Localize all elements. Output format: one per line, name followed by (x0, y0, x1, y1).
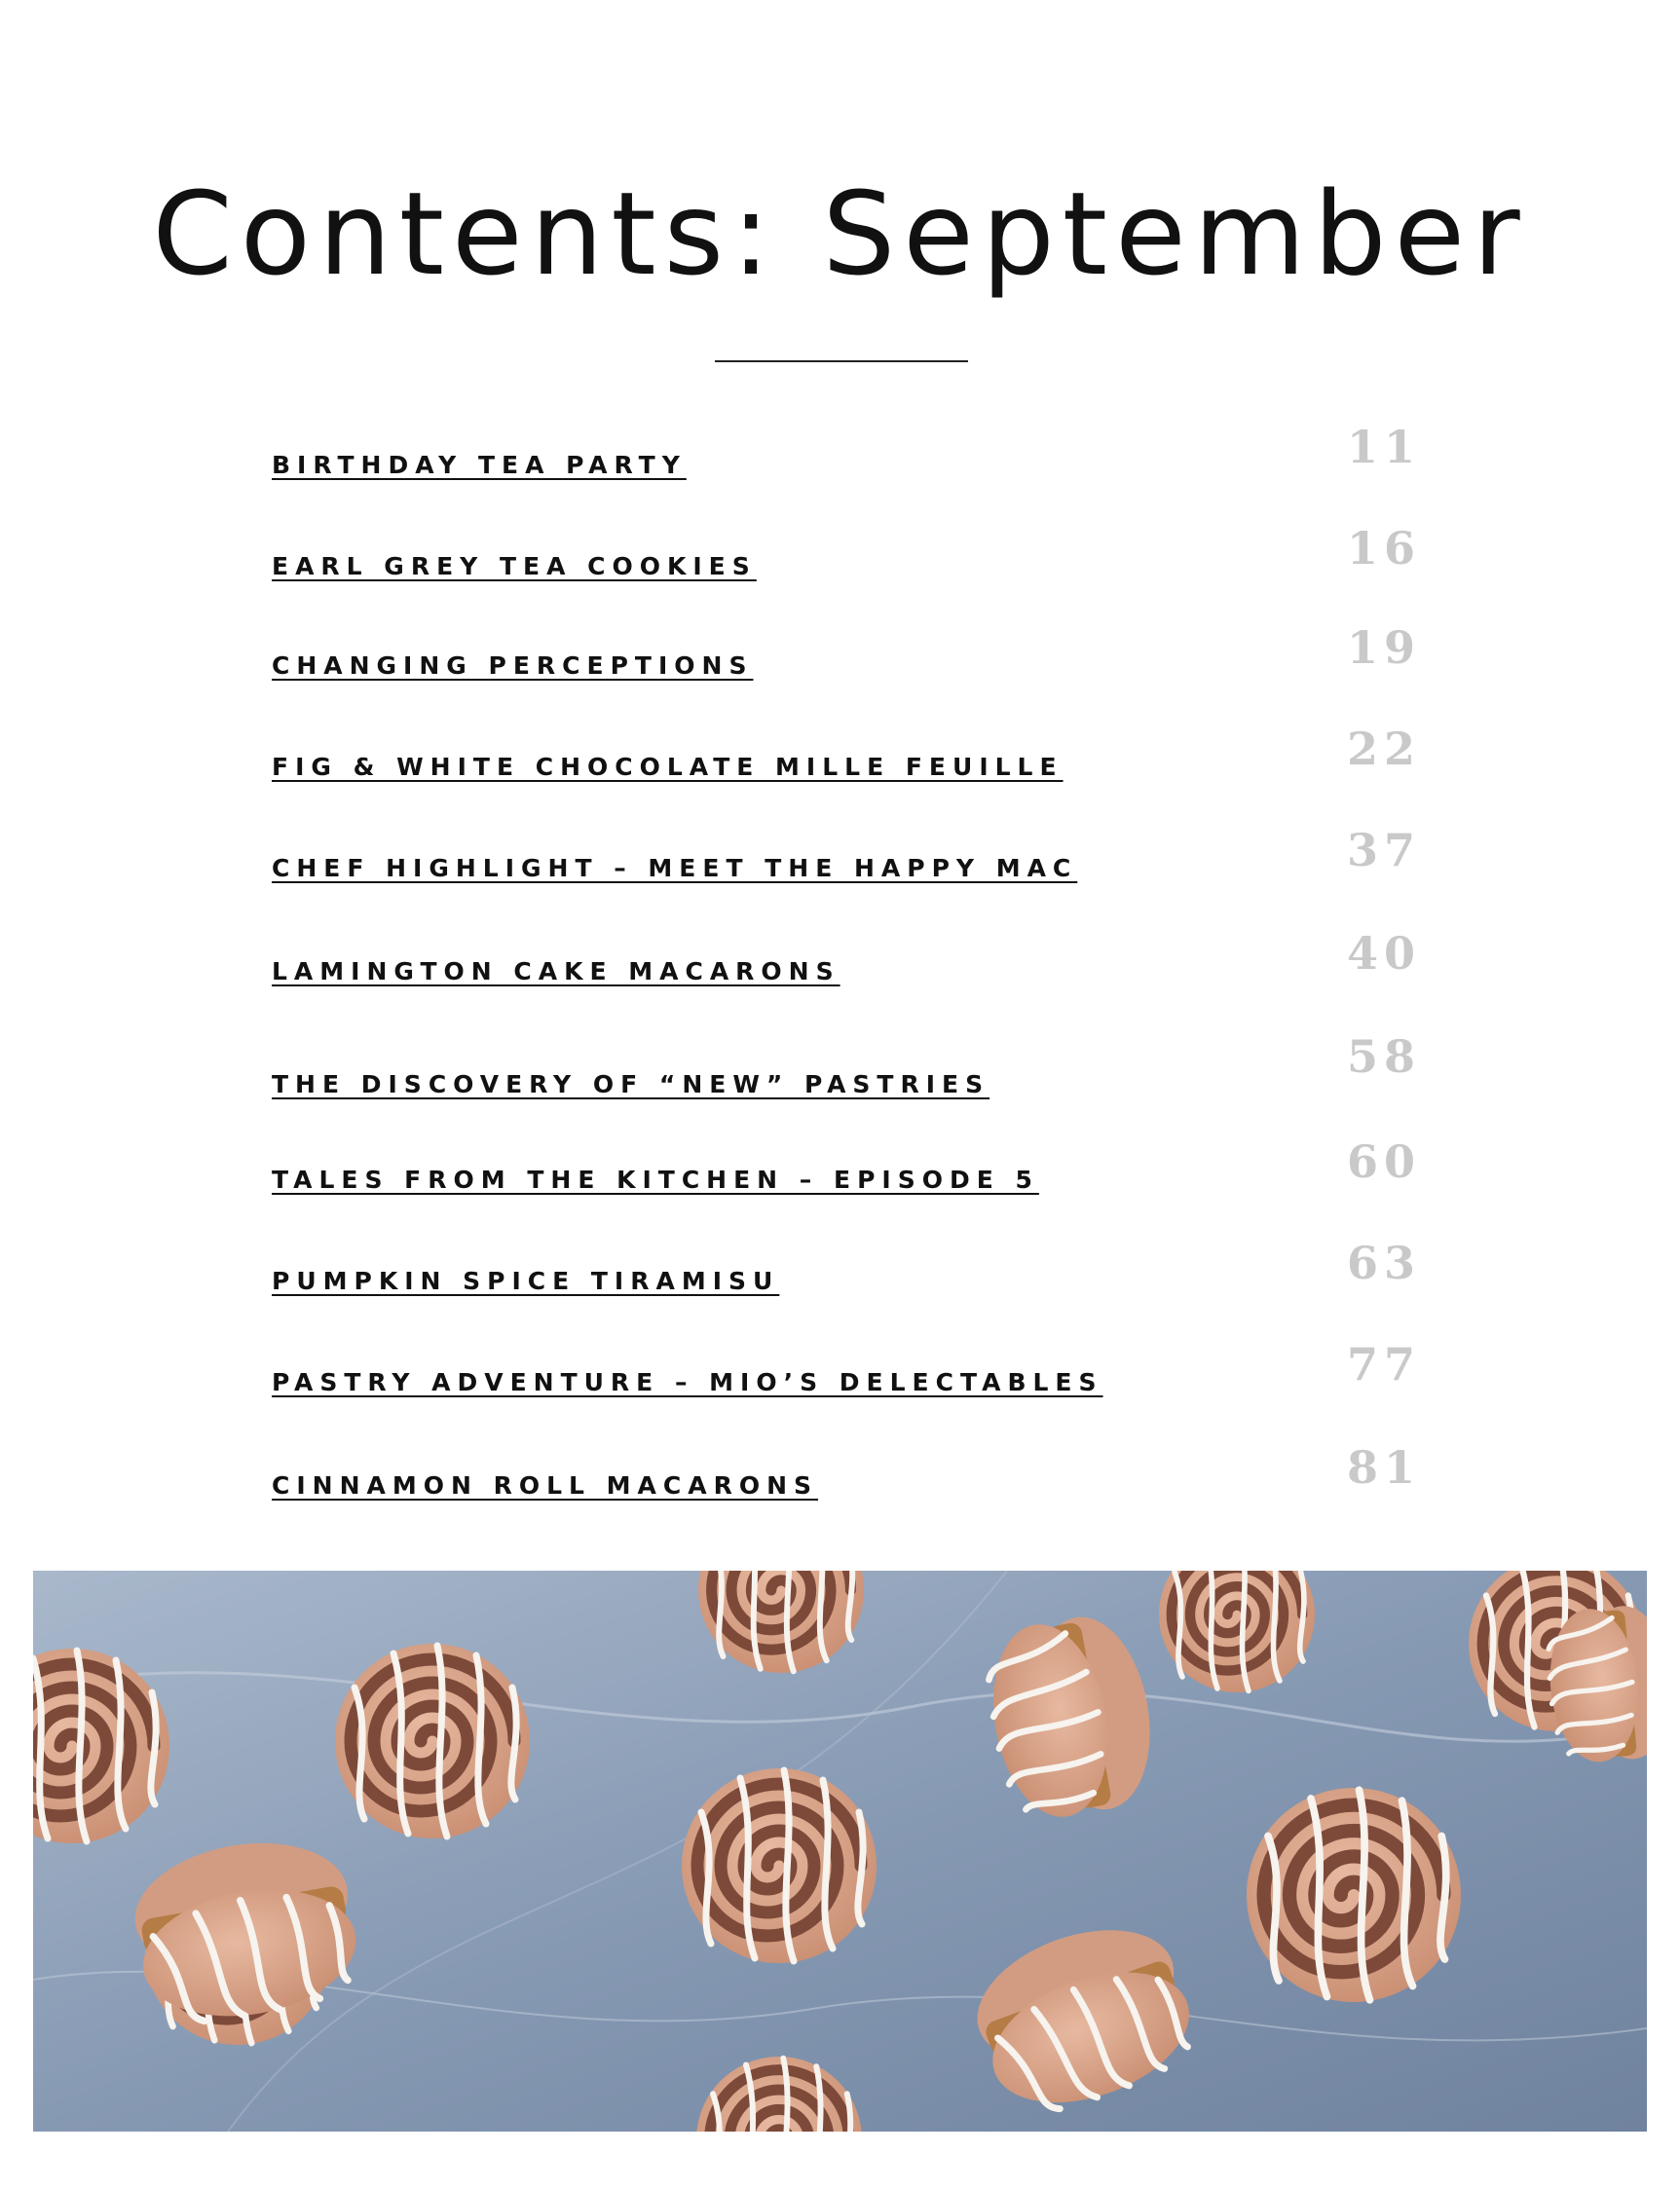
toc-entry-page-number: 37 (1346, 824, 1421, 876)
toc-entry-page-number: 40 (1346, 927, 1421, 980)
toc-entry-page-number: 16 (1346, 522, 1421, 575)
toc-entry[interactable] (272, 1135, 1421, 1204)
toc-entry[interactable] (272, 1237, 1421, 1305)
toc-entry-page-number: 11 (1346, 421, 1421, 473)
toc-entry-title[interactable]: CHANGING PERCEPTIONS (272, 651, 754, 680)
toc-entry-title[interactable]: FIG & WHITE CHOCOLATE MILLE FEUILLE (272, 753, 1064, 781)
title-divider (715, 360, 968, 362)
toc-entry-page-number: 58 (1346, 1030, 1421, 1083)
toc-entry-title[interactable]: PUMPKIN SPICE TIRAMISU (272, 1267, 780, 1295)
toc-entry-page-number: 81 (1346, 1441, 1421, 1494)
toc-entry[interactable] (272, 621, 1421, 689)
toc-entry-title[interactable]: THE DISCOVERY OF “NEW” PASTRIES (272, 1070, 990, 1098)
toc-entry[interactable] (272, 927, 1421, 995)
page-title: Contents: September (152, 167, 1528, 301)
toc-entry-title[interactable]: PASTRY ADVENTURE – MIO’S DELECTABLES (272, 1368, 1103, 1396)
toc-entry-page-number: 63 (1346, 1237, 1421, 1289)
toc-entry-title[interactable]: CHEF HIGHLIGHT – MEET THE HAPPY MAC (272, 854, 1078, 882)
toc-entry[interactable] (272, 723, 1421, 791)
toc-entry-page-number: 22 (1346, 723, 1421, 775)
toc-entry[interactable] (272, 824, 1421, 892)
toc-entry[interactable] (272, 522, 1421, 590)
toc-entry[interactable] (272, 1030, 1421, 1108)
toc-entry-page-number: 19 (1346, 621, 1421, 674)
toc-entry[interactable] (272, 1441, 1421, 1509)
toc-entry-page-number: 77 (1346, 1338, 1421, 1391)
toc-entry-title[interactable]: LAMINGTON CAKE MACARONS (272, 957, 840, 985)
hero-photo-cinnamon-roll-macarons (33, 1571, 1647, 2132)
toc-entry[interactable] (272, 421, 1421, 489)
toc-entry-title[interactable]: TALES FROM THE KITCHEN – EPISODE 5 (272, 1166, 1039, 1194)
macaron-illustration (33, 1571, 1647, 2132)
toc-entry-title[interactable]: BIRTHDAY TEA PARTY (272, 451, 687, 479)
toc-entry-title[interactable]: EARL GREY TEA COOKIES (272, 552, 757, 580)
toc-entry[interactable] (272, 1338, 1421, 1406)
toc-entry-title[interactable]: CINNAMON ROLL MACARONS (272, 1471, 819, 1500)
toc-entry-page-number: 60 (1346, 1135, 1421, 1188)
